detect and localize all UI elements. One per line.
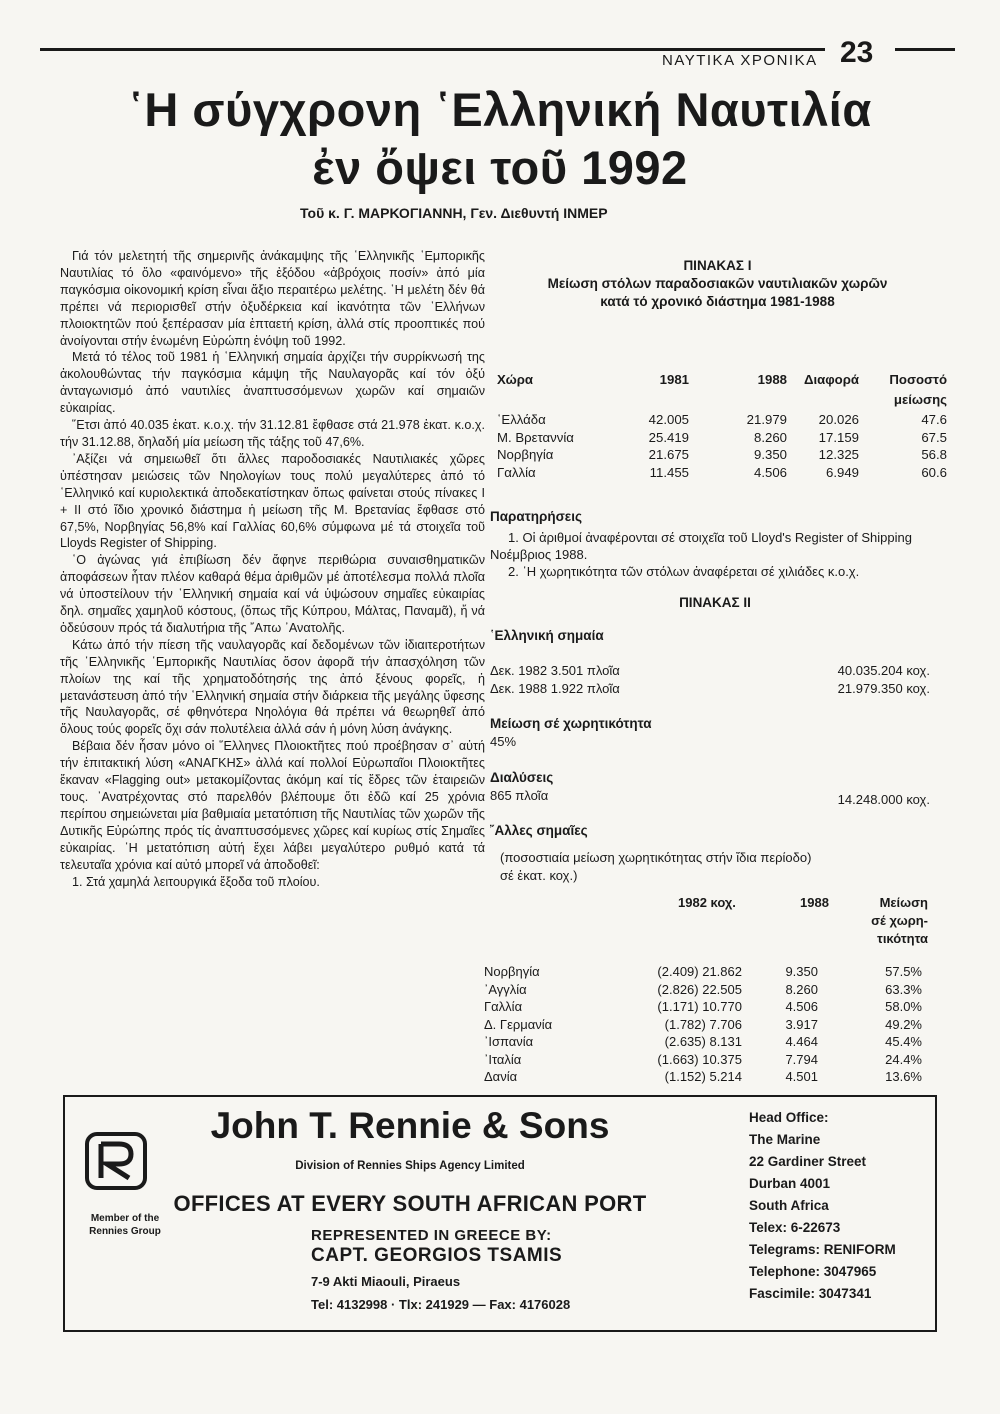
table-cell: 9.350 — [753, 447, 787, 462]
table-cell: 42.005 — [648, 412, 689, 427]
paragraph: Μετά τό τέλος τοῦ 1981 ἡ ῾Ελληνική σημαία ἀρχίζει τήν συρρίκνωσή της ἀκολουθώντας τήν παγκόσμια κάμψη τῆς Ναυλαγορᾶς καί τόν ὀξύ ἀνταγωνισμό ἀπό ναυτιλίες ἀναπτυσσόμενων χωρῶν καί σημαιῶν εὐκαιρίας. — [60, 350, 485, 416]
col-1982-header: 1982 κοχ. — [678, 895, 736, 910]
head-office-line: Telephone: 3047965 — [749, 1264, 877, 1279]
represented-text: REPRESENTED IN GREECE BY: — [311, 1227, 552, 1244]
table-cell: Νορβηγία — [497, 447, 554, 462]
col-reduction-header-1: Μείωση — [879, 895, 928, 910]
note-1: 1. Οἱ ἀριθμοί ἀναφέρονται σέ στοιχεῖα τοῦ Lloyd's Register of Shipping Νοέμβριος 1988. — [490, 530, 912, 562]
head-office-line: 22 Gardiner Street — [749, 1154, 867, 1169]
table1-header-1981: 1981 — [659, 372, 689, 387]
other-flags-note-line2: σέ ἑκατ. κοχ.) — [500, 868, 578, 883]
table-cell: 58.0% — [885, 999, 922, 1014]
scrapping-heading: Διαλύσεις — [490, 770, 554, 785]
note-2: 2. ῾Η χωρητικότητα τῶν στόλων ἀναφέρεται σέ χιλιάδες κ.ο.χ. — [508, 564, 860, 579]
page-number: 23 — [840, 36, 874, 69]
table-cell: (1.152) 5.214 — [664, 1069, 742, 1084]
table-cell: 4.501 — [785, 1069, 818, 1084]
table1-header-percent: Ποσοστό — [889, 372, 947, 387]
member-line2: Rennies Group — [89, 1226, 161, 1237]
table-cell: 63.3% — [885, 981, 922, 997]
table-cell: 49.2% — [885, 1016, 922, 1032]
captain-name: CAPT. GEORGIOS TSAMIS — [311, 1245, 563, 1266]
company-name: John T. Rennie & Sons — [210, 1105, 610, 1146]
table2-rows — [484, 964, 934, 1087]
table-cell: 8.260 — [753, 429, 787, 445]
dec82-value: 40.035.204 κοχ. — [837, 663, 930, 678]
table-row — [484, 999, 934, 1017]
offices-text: OFFICES AT EVERY SOUTH AFRICAN PORT — [173, 1191, 647, 1216]
table-cell: 57.5% — [885, 964, 922, 979]
table-cell: (1.663) 10.375 — [657, 1051, 742, 1067]
table-cell: (2.826) 22.505 — [657, 981, 742, 997]
table-row — [484, 1034, 934, 1052]
table-cell: 17.159 — [818, 429, 859, 445]
table-row — [484, 1069, 934, 1087]
dec88-label: Δεκ. 1988 1.922 πλοῖα — [490, 681, 620, 696]
scrapping-ships: 865 πλοῖα — [490, 788, 549, 803]
head-office-line: South Africa — [749, 1198, 829, 1213]
division-text: Division of Rennies Ships Agency Limited — [295, 1160, 525, 1172]
table-cell: ᾿Αγγλία — [484, 981, 527, 997]
table-cell: ῾Ελλάδα — [497, 412, 546, 427]
head-office-line: Telex: 6-22673 — [749, 1220, 841, 1235]
other-flags-heading: ῎Αλλες σημαῖες — [490, 823, 588, 838]
article-title-line2: ἐν ὄψει τοῦ 1992 — [312, 141, 688, 194]
paragraph: Κάτω ἀπό τήν πίεση τῆς ναυλαγορᾶς καί δεδομένων τῶν ἰδιαιτεροτήτων τῆς ῾Ελληνικῆς ῾Εμπορικῆς Ναυτιλίας ὅσον ἀφορᾶ τήν ἀπασχόληση τῶν πλοίων της καί τῆς χρηματοδότησής της ἀπό ξένους φορεῖς, ἡ μετανάστευση ἀπό τήν ῾Ελληνική σημαία στήν διάρκεια τῆς μεγάλης ὕφεσης τῆς Ναυλαγορᾶς, σέ φθηνότερα Νηολόγια θά πρέπει νά θεωρηθεῖ ἀπό ὅλους τούς φορεῖς ὄχι σάν πολυτέλεια ἀλλά σάν ἡ μόνη λύση ἀνάγκης. — [60, 637, 485, 737]
table1-header-1988: 1988 — [757, 372, 787, 387]
rennie-advertisement — [63, 1095, 937, 1332]
col-reduction-header-3: τικότητα — [877, 931, 928, 946]
table-cell: 4.506 — [785, 999, 818, 1014]
table-cell: 20.026 — [818, 412, 859, 427]
table1-title-line1: Μείωση στόλων παραδοσιακῶν ναυτιλιακῶν χωρῶν — [547, 276, 888, 291]
table1-header-difference: Διαφορά — [803, 372, 859, 387]
header-rule-right — [895, 48, 955, 51]
head-office-line: Durban 4001 — [749, 1176, 831, 1191]
dec82-label: Δεκ. 1982 3.501 πλοῖα — [490, 663, 620, 678]
table-cell: 3.917 — [785, 1016, 818, 1032]
table-row — [497, 430, 947, 448]
other-flags-note-line1: (ποσοστιαία μείωση χωρητικότητας στήν ἴδια περίοδο) — [500, 850, 812, 865]
col-reduction-header-2: σέ χωρη- — [871, 913, 928, 928]
table-row — [497, 412, 947, 430]
table-cell: 13.6% — [885, 1069, 922, 1084]
head-office-line: Telegrams: RENIFORM — [749, 1242, 896, 1257]
table-cell: 11.455 — [649, 464, 689, 480]
dec88-value: 21.979.350 κοχ. — [837, 681, 930, 696]
table-cell: 25.419 — [648, 429, 689, 445]
table1-label: ΠΙΝΑΚΑΣ Ι — [683, 258, 752, 273]
article-body — [60, 248, 485, 890]
paragraph: ᾿Αξίζει νά σημειωθεῖ ὅτι ἄλλες παροδοσιακές Ναυτιλιακές χῶρες ὑπέστησαν μειώσεις τῶν Νηολογίων τους πολύ μεγαλύτερες ἀπό τό ῾Ελληνικό καί κυριολεκτικά ἀποδεκατίστηκαν ὅπως φαίνεται στούς πίνακες Ι + ΙΙ στό ἴδιο χρονικό διάστημα ἡ μείωση τῆς Μ. Βρετανίας ἔφθασε στό 67,5%, Νορβηγίας 56,8% καί Γαλλίας 60,6% σύμφωνα μέ τά στοιχεῖα τοῦ Lloyds Register of Shipping. — [60, 451, 485, 551]
table-cell: 12.325 — [818, 447, 859, 462]
table-cell: 7.794 — [785, 1051, 818, 1067]
reduction-value: 45% — [490, 734, 517, 749]
table-row — [484, 1052, 934, 1070]
table-cell: Γαλλία — [497, 464, 536, 480]
table-cell: 4.464 — [785, 1034, 818, 1049]
table-row — [497, 447, 947, 465]
table-cell: 21.675 — [648, 447, 689, 462]
table-cell: Μ. Βρεταννία — [497, 429, 574, 445]
byline: Τοῦ κ. Γ. ΜΑΡΚΟΓΙΑΝΝΗ, Γεν. Διεθυντή ΙΝΜΕΡ — [300, 205, 608, 221]
paragraph: ῞Ετσι ἀπό 40.035 ἑκατ. κ.ο.χ. τήν 31.12.81 ἔφθασε στά 21.978 ἑκατ. κ.ο.χ. τήν 31.12.88, δηλαδή μία μείωση τῆς τάξης τοῦ 47,6%. — [60, 418, 485, 449]
paragraph: Βέβαια δέν ἦσαν μόνο οἱ ῞Ελληνες Πλοιοκτῆτες πού προέβησαν σ᾿ αὐτή τήν ἐπιτακτική λύση «ΑΝΑΓΚΗΣ» ἀλλά καί πολλοί Εὐρωπαῖοι Πλοιοκτῆτες ἔκαναν «Flagging out» μετακομίζοντας ἀκόμη καί τίς ἕδρες τῶν ἑταιρειῶν τους. ᾿Ανατρέχοντας στό παρελθόν βλέπουμε ὅτι ἐδῶ καί 25 χρόνια περίπου σημειώνεται μία βαθμιαία μετατόπιση τῆς Ναυτιλίας τῶν χωρῶν τῆς Δυτικῆς Εὐρώπης πρός τίς ἀναπτυσσόμενες χῶρες καί κυρίως στίς Σημαῖες εὐκαιρίας. ῾Η μετατόπιση αὐτή ἔχει λάβει μεγαλύτερο ρυθμό κατά τά τελευταῖα χρόνια καί αὐτό μπορεῖ νά ἀποδοθεῖ: — [60, 739, 485, 872]
scrapping-value: 14.248.000 κοχ. — [837, 792, 930, 807]
paragraph: 1. Στά χαμηλά λειτουργικά ἔξοδα τοῦ πλοίου. — [72, 874, 320, 889]
table2-label: ΠΙΝΑΚΑΣ ΙΙ — [679, 595, 751, 610]
table1-notes — [490, 508, 940, 580]
head-office-line: Fascimile: 3047341 — [749, 1286, 872, 1301]
table-cell: 45.4% — [885, 1034, 922, 1049]
table-cell: Γαλλία — [484, 999, 523, 1014]
contact-numbers: Tel: 4132998 · Tlx: 241929 — Fax: 4176028 — [311, 1297, 571, 1312]
table-cell: Δανία — [484, 1069, 518, 1084]
col-1988-header: 1988 — [800, 895, 829, 910]
table1-header-reduction: μείωσης — [893, 392, 947, 407]
table-row — [497, 465, 947, 483]
table-row — [484, 982, 934, 1000]
article-title-line1: ῾Η σύγχρονη ῾Ελληνική Ναυτιλία — [128, 83, 872, 136]
head-office-block — [749, 1107, 896, 1305]
table-cell: 24.4% — [885, 1051, 922, 1067]
table-cell: 21.979 — [746, 412, 787, 427]
table-cell: (2.635) 8.131 — [664, 1034, 742, 1049]
table-cell: 4.506 — [753, 464, 787, 480]
table-cell: 9.350 — [785, 964, 818, 979]
member-line1: Member of the — [90, 1213, 160, 1224]
table1-title-line2: κατά τό χρονικό διάστημα 1981-1988 — [600, 294, 835, 309]
notes-heading: Παρατηρήσεις — [490, 509, 582, 524]
paragraph: Γιά τόν μελετητή τῆς σημερινῆς ἀνάκαμψης τῆς ῾Ελληνικῆς ῾Εμπορικῆς Ναυτιλίας τό ὅλο «φαινόμενο» τῆς ἐξόδου «ἀβρόχοις ποσίν» ἀπό μία παγκόσμια οἰκονομική κρίση εἶναι ἄξιο περαιτέρω μελέτης. ῾Η μελέτη δέν θά πρέπει νά περιορισθεῖ στήν ὀξυδέρκεια καί ἱκανότητα τῶν ῾Ελλήνων πλοιοκτητῶν πού ξεπέρασαν μία ἐπταετή κρίση, ἀλλά στίς προοπτικές πού ἀνοίγονται στήν ἑνωμένη Εὐρώπη ἐνόψη τοῦ 1992. — [60, 249, 485, 348]
table-cell: (2.409) 21.862 — [657, 964, 742, 979]
table-cell: 6.949 — [825, 464, 859, 480]
greek-flag-heading: ῾Ελληνική σημαία — [490, 628, 604, 643]
piraeus-address: 7-9 Akti Miaouli, Piraeus — [311, 1274, 461, 1289]
paragraph: ῾Ο ἀγώνας γιά ἐπιβίωση δέν ἄφηνε περιθώρια συναισθηματικῶν ἀποφάσεων ἦταν πλέον καθαρά θέμα ἀριθμῶν μέ ἀποτέλεσμα πολλά πλοῖα νά ὑποστείλουν τήν ῾Ελληνική σημαία καί νά ὑψώσουν σημαῖες εὐκαιρίας δηλ. σημαῖες χαμηλοῦ κόστους, (ὅπως τῆς Κύπρου, Μάλτας, Παναμᾶ), ἤ νά ὁδεύσουν πρός τά διαλυτήρια τῆς ῎Απω ᾿Ανατολῆς. — [60, 553, 485, 635]
table-cell: 47.6 — [921, 412, 947, 427]
table1 — [497, 372, 947, 482]
table-cell: 67.5 — [921, 429, 947, 445]
reduction-heading: Μείωση σέ χωρητικότητα — [490, 716, 652, 731]
table-cell: 56.8 — [921, 447, 947, 462]
table-cell: (1.171) 10.770 — [657, 999, 742, 1014]
head-office-line: The Marine — [749, 1132, 821, 1147]
table-cell: ᾿Ισπανία — [484, 1034, 534, 1049]
header-rule-left — [40, 48, 825, 51]
table-row — [484, 1017, 934, 1035]
table-row — [484, 964, 934, 982]
table-cell: Δ. Γερμανία — [484, 1016, 553, 1032]
table-cell: 8.260 — [785, 981, 818, 997]
table1-header-row — [497, 372, 947, 412]
table-cell: 60.6 — [921, 464, 947, 480]
table-cell: (1.782) 7.706 — [664, 1016, 742, 1032]
head-office-line: Head Office: — [749, 1110, 829, 1125]
table-cell: ᾿Ιταλία — [484, 1051, 522, 1067]
table1-header-country: Χώρα — [497, 372, 534, 387]
masthead: ΝΑΥΤΙΚΑ ΧΡΟΝΙΚΑ — [662, 52, 818, 69]
table-cell: Νορβηγία — [484, 964, 540, 979]
